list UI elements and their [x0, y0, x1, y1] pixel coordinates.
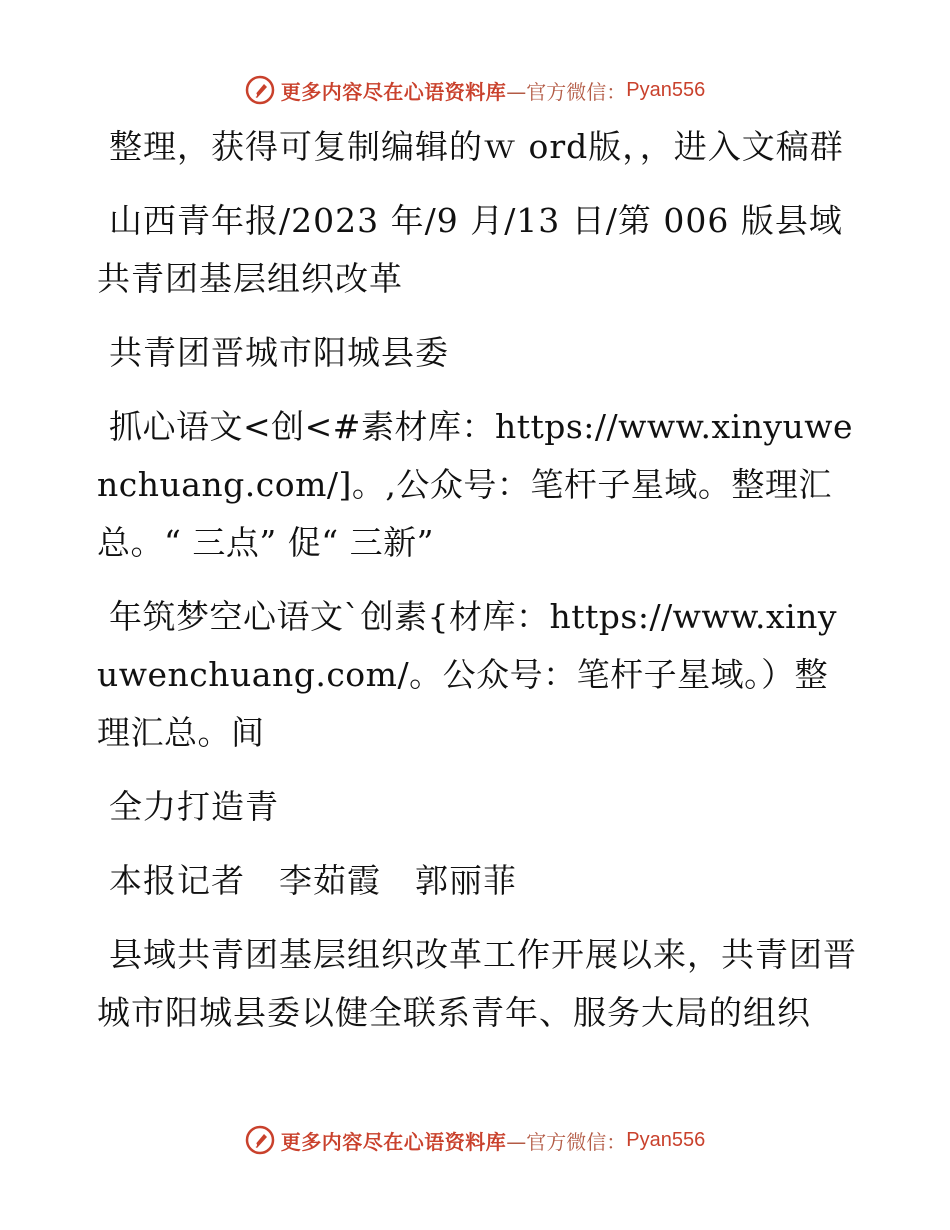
banner-separator-text: —官方微信： — [506, 79, 627, 104]
paragraph-6: 全力打造青 — [109, 787, 279, 826]
paragraph-8: 县域共青团基层组织改革工作开展以来，共青团晋城市阳城县委以健全联系青年、服务大局的组织 — [97, 935, 857, 1032]
document-body — [97, 118, 857, 1058]
paragraph-7: 本报记者 李茹霞 郭丽菲 — [109, 861, 517, 900]
header-banner — [0, 70, 950, 110]
paragraph-4: 抓心语文<创<#素材库：https://www.xinyuwenchuang.com/]。,公众号：笔杆子星域。整理汇总。“ 三点” 促“ 三新” — [97, 407, 854, 562]
banner-main-text: 更多内容尽在心语资料库 — [280, 79, 507, 104]
footer-banner — [0, 1120, 950, 1160]
paragraph-1: 整理，获得可复制编辑的ｗ ord版，，进入文稿群 — [109, 127, 844, 166]
pen-nib-logo-icon — [245, 1125, 275, 1155]
banner-wechat-id: Pyan556 — [626, 1128, 706, 1151]
banner-separator-text: —官方微信： — [506, 1129, 627, 1154]
paragraph-2: 山西青年报/2023 年/9 月/13 日/第 006 版县域共青团基层组织改革 — [97, 201, 843, 298]
pen-nib-logo-icon — [245, 75, 275, 105]
paragraph-3: 共青团晋城市阳城县委 — [109, 333, 449, 372]
banner-wechat-id: Pyan556 — [626, 78, 706, 101]
banner-main-text: 更多内容尽在心语资料库 — [280, 1129, 507, 1154]
paragraph-5: 年筑梦空心语文`创素{材库：https://www.xinyuwenchuang.com/。公众号：笔杆子星域。）整理汇总。间 — [97, 597, 838, 752]
